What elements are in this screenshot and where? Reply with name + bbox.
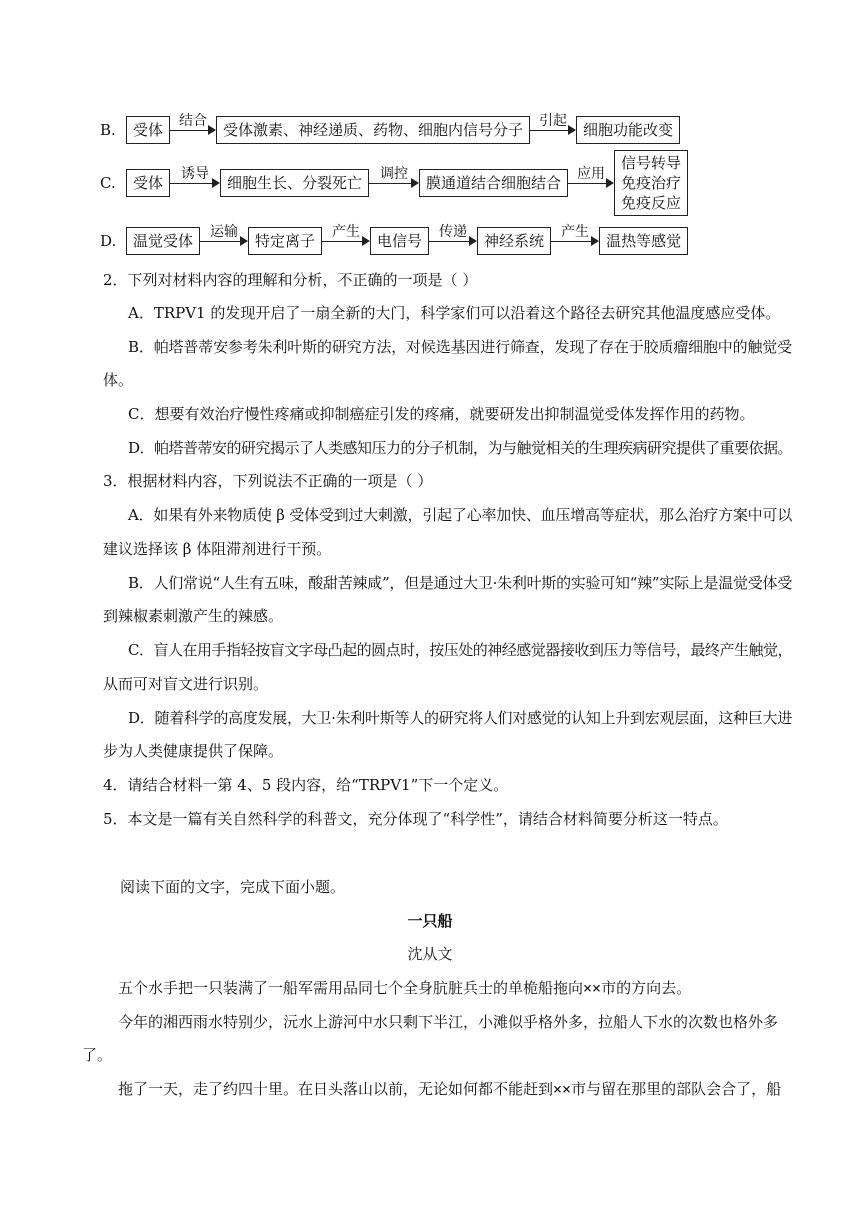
q3-option-c-cont: 从而可对盲文进行识别。 bbox=[103, 675, 269, 693]
flow-node: 细胞功能改变 bbox=[576, 116, 680, 144]
passage-author: 沈从文 bbox=[407, 945, 453, 963]
arrowhead-icon bbox=[240, 236, 248, 246]
flow-arrow bbox=[170, 166, 220, 200]
q3-option-a-cont: 建议选择该 β 体阻滞剂进行干预。 bbox=[103, 540, 332, 558]
arrowhead-icon bbox=[208, 125, 216, 135]
box-line: 信号转导 bbox=[621, 154, 682, 172]
q2-option-d: D．帕塔普蒂安的研究揭示了人类感知压力的分子机制，为与触觉相关的生理疾病研究提供了重要依据。 bbox=[128, 439, 793, 457]
arrowhead-icon bbox=[212, 178, 220, 188]
q3-option-b: B．人们常说“人生有五味，酸甜苦辣咸”，但是通过大卫·朱利叶斯的实验可知“辣”实际上是温觉受体受 bbox=[128, 574, 792, 592]
arrowhead-icon bbox=[362, 236, 370, 246]
q3-option-c: C．盲人在用手指轻按盲文字母凸起的圆点时，按压处的神经感觉器接收到压力等信号，最终产生触觉， bbox=[128, 641, 792, 659]
flow-node: 特定离子 bbox=[248, 227, 322, 255]
q2-option-a: A．TRPV1 的发现开启了一扇全新的大门，科学家们可以沿着这个路径去研究其他温度感应受体。 bbox=[128, 304, 781, 322]
question-2-stem: 2．下列对材料内容的理解和分析，不正确的一项是（ ） bbox=[103, 271, 478, 289]
flow-node-multi bbox=[614, 150, 688, 216]
arrowhead-icon bbox=[568, 125, 576, 135]
flow-node: 神经系统 bbox=[477, 227, 551, 255]
flow-node: 电信号 bbox=[370, 227, 429, 255]
arrowhead-icon bbox=[411, 178, 419, 188]
flow-node: 受体 bbox=[126, 169, 170, 197]
option-letter: D. bbox=[100, 232, 117, 250]
flow-node: 膜通道结合细胞结合 bbox=[419, 169, 568, 197]
q2-option-c: C．想要有效治疗慢性疼痛或抑制癌症引发的疼痛，就要研发出抑制温觉受体发挥作用的药物。 bbox=[128, 405, 755, 423]
q3-option-b-cont: 到辣椒素刺激产生的辣感。 bbox=[103, 607, 284, 625]
arrow-label: 传递 bbox=[439, 224, 468, 240]
q2-option-b: B．帕塔普蒂安参考朱利叶斯的研究方法，对候选基因进行筛查，发现了存在于胶质瘤细胞中的触觉受 bbox=[128, 338, 792, 356]
flow-arrow bbox=[551, 224, 599, 258]
arrowhead-icon bbox=[469, 236, 477, 246]
flow-node: 受体激素、神经递质、药物、细胞内信号分子 bbox=[216, 116, 530, 144]
q2-option-b-cont: 体。 bbox=[103, 371, 134, 389]
flow-option-b bbox=[100, 113, 680, 147]
flow-option-c bbox=[100, 150, 688, 216]
question-3-stem: 3．根据材料内容，下列说法不正确的一项是（ ） bbox=[103, 472, 433, 490]
arrowhead-icon bbox=[591, 236, 599, 246]
question-4: 4．请结合材料一第 4、5 段内容，给“TRPV1”下一个定义。 bbox=[103, 776, 509, 794]
flow-arrow bbox=[200, 224, 248, 258]
passage-paragraph-3: 拖了一天，走了约四十里。在日头落山以前，无论如何都不能赶到××市与留在那里的部队会合了，船 bbox=[118, 1080, 782, 1098]
flow-arrow bbox=[429, 224, 477, 258]
q3-option-a: A．如果有外来物质使 β 受体受到过大刺激，引起了心率加快、血压增高等症状，那么治疗方案中可以 bbox=[128, 506, 792, 524]
flow-arrow bbox=[170, 113, 216, 147]
arrow-label: 运输 bbox=[210, 224, 239, 240]
flow-node: 受体 bbox=[126, 116, 170, 144]
passage-paragraph-1: 五个水手把一只装满了一船军需用品同七个全身肮脏兵士的单桅船拖向××市的方向去。 bbox=[118, 979, 692, 997]
arrow-label: 产生 bbox=[561, 224, 590, 240]
passage-paragraph-2: 今年的湘西雨水特别少，沅水上游河中水只剩下半江，小滩似乎格外多，拉船人下水的次数也格外多 bbox=[118, 1013, 779, 1031]
flow-arrow bbox=[568, 166, 614, 200]
passage-paragraph-2-cont: 了。 bbox=[82, 1046, 113, 1064]
flow-arrow bbox=[322, 224, 370, 258]
q3-option-d-cont: 步为人类健康提供了保障。 bbox=[103, 742, 284, 760]
arrow-label: 诱导 bbox=[181, 166, 210, 182]
flow-node: 细胞生长、分裂死亡 bbox=[220, 169, 369, 197]
option-letter: C. bbox=[100, 174, 116, 192]
passage-title: 一只船 bbox=[407, 912, 453, 930]
flow-node: 温热等感觉 bbox=[599, 227, 688, 255]
arrowhead-icon bbox=[606, 178, 614, 188]
arrow-label: 结合 bbox=[179, 113, 208, 129]
flow-arrow bbox=[530, 113, 576, 147]
box-line: 免疫治疗 bbox=[621, 174, 682, 192]
arrow-label: 应用 bbox=[577, 166, 606, 182]
arrow-label: 引起 bbox=[539, 113, 568, 129]
flow-node: 温觉受体 bbox=[126, 227, 200, 255]
option-letter: B. bbox=[100, 121, 116, 139]
box-line: 免疫反应 bbox=[621, 194, 682, 212]
reading-instruction: 阅读下面的文字，完成下面小题。 bbox=[120, 878, 346, 896]
flow-arrow bbox=[369, 166, 419, 200]
question-5: 5．本文是一篇有关自然科学的科普文，充分体现了“科学性”，请结合材料简要分析这一特点。 bbox=[103, 810, 728, 828]
arrow-label: 产生 bbox=[332, 224, 361, 240]
q3-option-d: D．随着科学的高度发展，大卫·朱利叶斯等人的研究将人们对感觉的认知上升到宏观层面，这种巨大进 bbox=[128, 709, 792, 727]
arrow-label: 调控 bbox=[380, 166, 409, 182]
flow-option-d bbox=[100, 224, 688, 258]
